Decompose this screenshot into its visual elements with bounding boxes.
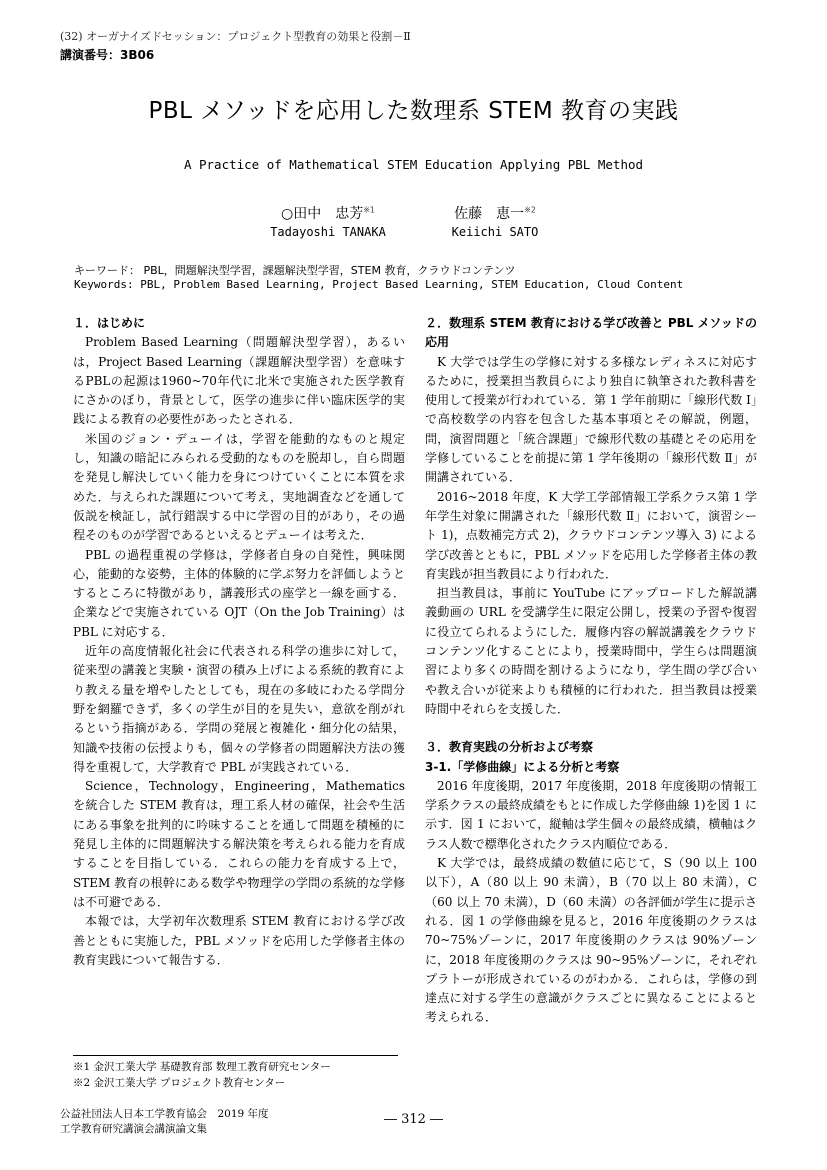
- section-3-paragraph: K 大学では，最終成績の数値に応じて，S（90 以上 100 以下），A（80 以上 90 未満），B（70 以上 80 未満），C（60 以上 70 未満），D（60 未満）の各評価が学生に提示される．図 1 の学修曲線を見ると，2016 年度後期のクラスは 70~75%ゾーンに，2017 年度後期のクラスは 90%ゾーンに，2018 年度後期のクラスは 90~95%ゾーンに，それぞれプラトーが形成されているのがわかる．これらは，学修の到達点に対する学生の意識がクラスごとに異なることによると考えられる．: [425, 856, 757, 1025]
- keywords-ja: キーワード： PBL，問題解決型学習，課題解決型学習，STEM 教育，クラウドコンテンツ: [74, 264, 516, 277]
- section-1-paragraph: 本報では，大学初年次数理系 STEM 教育における学び改善とともに実施した，PBL メソッドを応用した学修者主体の教育実践について報告する．: [73, 914, 405, 967]
- section-3-heading: ３．教育実践の分析および考察: [425, 740, 594, 755]
- author-2-name: 佐藤 恵一: [454, 206, 525, 222]
- section-2-paragraph: K 大学では学生の学修に対する多様なレディネスに対応するために，授業担当教員らにより独自に執筆された教科書を使用して授業が行われている．第 1 学年前期に「線形代数 Ⅰ」で高校数学の内容を包含した基本事項とその解説，例題，問，演習問題と「統合課題」で線形代数の基礎とその応用を学修していることを前提に第 1 学年後期の「線形代数 Ⅱ」が開講されている．: [425, 354, 757, 485]
- keywords-en: Keywords: PBL, Problem Based Learning, Project Based Learning, STEM Education, Cloud Content: [74, 278, 684, 291]
- section-2-heading: ２．数理系 STEM 教育における学び改善と PBL メソッドの応用: [425, 316, 757, 350]
- right-column: [425, 314, 757, 1028]
- section-3-1-heading: 3-1.「学修曲線」による分析と考察: [425, 759, 620, 774]
- author-2-mark: ※2: [524, 205, 536, 215]
- author-1-name-en: Tadayoshi TANAKA: [270, 225, 386, 239]
- section-1-paragraph: 近年の高度情報化社会に代表される科学の進歩に対して，従来型の講義と実験・演習の積み上げによる系統的教育により教える量を増やしたとしても，現在の多岐にわたる学問分野を網羅できず，多くの学生が目的を見失い，意欲を削がれるという指摘がある．学問の発展と複雑化・細分化の結果，知識や技術の伝授よりも，個々の学修者の問題解決方法の獲得を重視して，大学教育で PBL が実践されている．: [73, 644, 405, 774]
- paper-title: PBL メソッドを応用した数理系 STEM 教育の実践: [148, 98, 679, 124]
- section-1-paragraph: PBL の過程重視の学修は，学修者自身の自発性，興味関心，能動的な姿勢，主体的体験的に学ぶ努力を評価しようとするところに特徴があり，講義形式の座学と一線を画する．企業などで実施されている OJT（On the Job Training）は PBL に対応する．: [73, 547, 405, 639]
- talk-number: 講演番号：3B06: [60, 48, 155, 62]
- paper-subtitle: A Practice of Mathematical STEM Education Applying PBL Method: [183, 157, 644, 172]
- session-line: (32) オーガナイズドセッション：プロジェクト型教育の効果と役割－Ⅱ: [60, 30, 411, 43]
- author-2: [395, 203, 595, 223]
- section-1-heading: １．はじめに: [73, 316, 146, 330]
- section-1-paragraph: Problem Based Learning（問題解決型学習），あるいは，Project Based Learning（課題解決型学習）を意味するPBLの起源は1960~70年代に北米で実施された医学教育にさかのぼり，背景として，医学の進歩に伴い臨床医学的実践による教育の必要性があったとされる．: [73, 335, 405, 427]
- section-2-paragraph: 2016~2018 年度，K 大学工学部情報工学系クラス第 1 学年学生対象に開講された「線形代数 Ⅱ」において，演習シート 1)，点数補完方式 2)，クラウドコンテンツ導入 3) による学び改善とともに，PBL メソッドを応用した学修者主体の教育実践が担当教員により行われた．: [425, 489, 757, 581]
- author-2-name-en: Keiichi SATO: [451, 225, 539, 239]
- footnote-1: ※1 金沢工業大学 基礎教育部 数理工教育研究センター: [73, 1061, 331, 1073]
- page-number: ― 312 ―: [383, 1112, 444, 1127]
- left-column: [73, 314, 405, 970]
- author-1-name: ○田中 忠芳: [280, 206, 364, 222]
- section-1-paragraph: 米国のジョン・デューイは，学習を能動的なものと規定し，知識の暗記にみられる受動的なものを脱却し，自ら問題を発見し解決していく能力を身につけていくことに本質を求めた．与えられた課題について考え，実地調査などを通して仮説を検証し，試行錯誤する中に学習の目的があり，その過程そのものが学習であるといえるとデューイは考えた．: [73, 431, 405, 543]
- publisher-line-2: 工学教育研究講演会講演論文集: [60, 1123, 207, 1135]
- section-2-paragraph: 担当教員は，事前に YouTube にアップロードした解説講義動画の URL を受講学生に限定公開し，授業の予習や復習に役立てられるようにした．履修内容の解説講義をクラウドコンテンツ化することにより，授業時間中，学生らは問題演習により多くの時間を割けるようになり，学生間の学び合いや教え合いが従来よりも積極的に行われた．担当教員は授業時間中それらを支援した．: [425, 586, 757, 716]
- author-1-mark: ※1: [363, 205, 375, 215]
- footnote-divider: [73, 1055, 398, 1056]
- section-1-paragraph: Science，Technology，Engineering，Mathematics を統合した STEM 教育は，理工系人材の確保，社会や生活にある事象を批判的に吟味することを通して問題を積極的に発見し主体的に問題解決する解決策を考えられる能力を育成することを目指している．これらの能力を育成する上で，STEM 教育の根幹にある数学や物理学の学問の系統的な学修は不可避である．: [73, 779, 405, 909]
- footnote-2: ※2 金沢工業大学 プロジェクト教育センター: [73, 1077, 286, 1089]
- section-3-paragraph: 2016 年度後期，2017 年度後期，2018 年度後期の情報工学系クラスの最終成績をもとに作成した学修曲線 1)を図 1 に示す．図 1 において，縦軸は学生個々の最終成績，横軸はクラス人数で標準化されたクラス内順位である．: [425, 778, 757, 851]
- publisher-line-1: 公益社団法人日本工学教育協会 2019 年度: [60, 1108, 269, 1120]
